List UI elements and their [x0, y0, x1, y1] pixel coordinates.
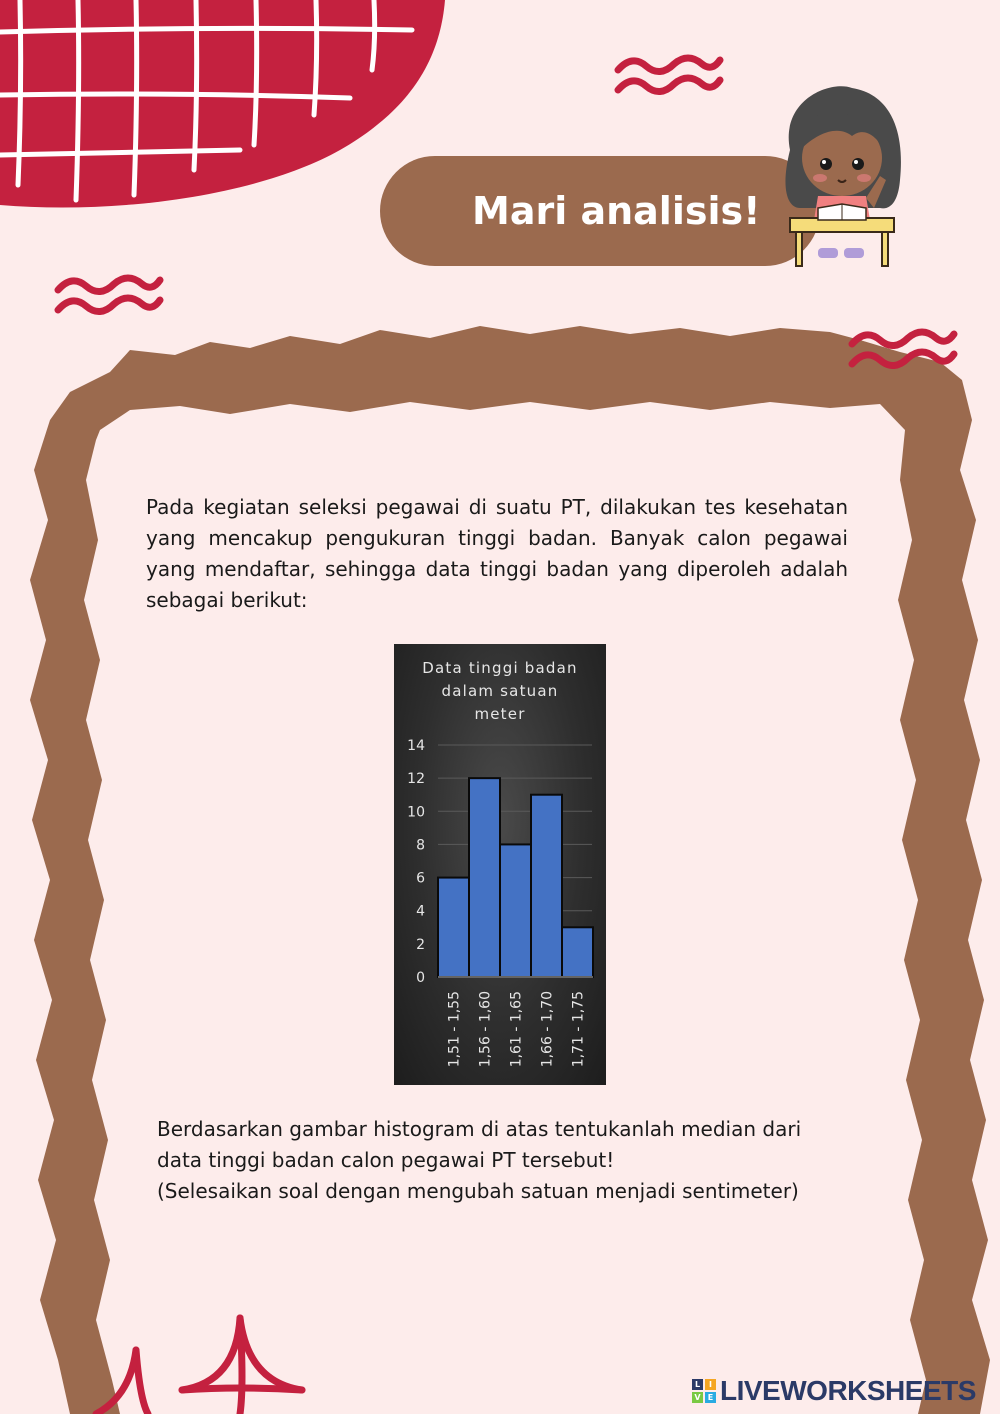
question-line-3: (Selesaikan soal dengan mengubah satuan menjadi sentimeter): [157, 1179, 799, 1203]
x-tick-label: 1,56 - 1,60: [477, 991, 494, 1068]
y-tick-label: 2: [416, 936, 425, 953]
y-tick-label: 8: [416, 837, 425, 854]
intro-paragraph: Pada kegiatan seleksi pegawai di suatu PT, dilakukan tes kesehatan yang mencakup pengukuran tinggi badan. Banyak calon pegawai yang mendaftar, sehingga data tinggi badan yang diperoleh adalah sebagai berikut:: [146, 495, 848, 612]
y-tick-label: 10: [407, 804, 425, 821]
question-line-1: Berdasarkan gambar histogram di atas tentukanlah median dari: [157, 1117, 802, 1141]
histogram-bar: [500, 844, 531, 977]
y-tick-label: 14: [407, 738, 425, 754]
histogram-chart: [394, 644, 606, 1085]
y-tick-label: 6: [416, 870, 425, 887]
chart-title-line: meter: [474, 705, 526, 723]
sparkle-star-icon: [90, 1310, 310, 1414]
y-tick-label: 4: [416, 903, 425, 920]
histogram-bar: [562, 927, 593, 977]
liveworksheets-logo: [692, 1374, 976, 1408]
liveworksheets-logo-icon: L I V E: [692, 1379, 716, 1403]
histogram-bar: [469, 778, 500, 977]
histogram-svg: [394, 644, 606, 1085]
histogram-bar: [438, 878, 469, 977]
squiggle-frame-corner-icon: [846, 318, 958, 374]
liveworksheets-logo-text: LIVEWORKSHEETS: [720, 1375, 976, 1406]
y-tick-label: 12: [407, 771, 425, 788]
x-tick-label: 1,66 - 1,70: [539, 991, 556, 1068]
x-tick-label: 1,71 - 1,75: [570, 991, 587, 1068]
x-tick-label: 1,61 - 1,65: [508, 991, 525, 1068]
y-tick-label: 0: [416, 970, 425, 986]
page-title: Mari analisis!: [472, 189, 761, 233]
chart-title-line: dalam satuan: [441, 682, 559, 700]
chart-title-line: Data tinggi badan: [422, 659, 578, 677]
histogram-bar: [531, 795, 562, 977]
x-tick-label: 1,51 - 1,55: [446, 991, 463, 1068]
question-block: [157, 1114, 877, 1207]
question-line-2: data tinggi badan calon pegawai PT tersebut!: [157, 1148, 615, 1172]
